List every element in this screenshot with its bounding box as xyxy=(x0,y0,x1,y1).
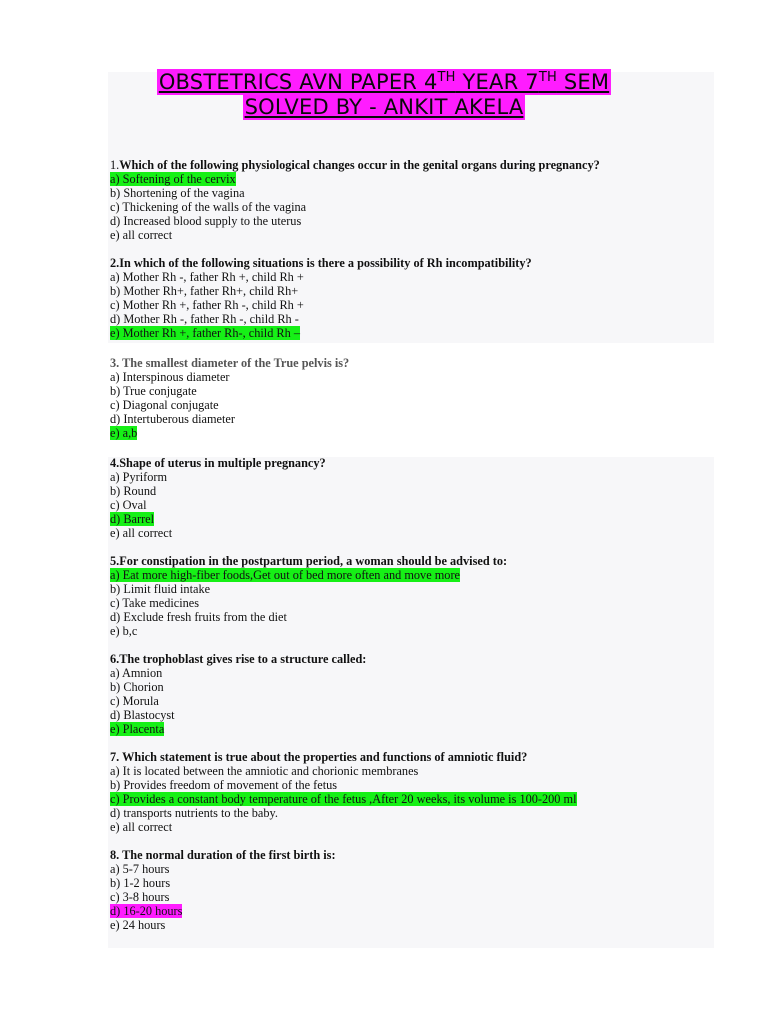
question-8 xyxy=(110,848,714,932)
option-2d: d) Mother Rh -, father Rh -, child Rh - xyxy=(110,312,299,326)
title-superscript-1: TH xyxy=(437,70,456,85)
option-2c: c) Mother Rh +, father Rh -, child Rh + xyxy=(110,298,304,312)
option-3d: d) Intertuberous diameter xyxy=(110,412,235,426)
option-5e: e) b,c xyxy=(110,624,138,638)
option-8b: b) 1-2 hours xyxy=(110,876,171,890)
option-8d xyxy=(110,904,714,918)
title-line-2 xyxy=(0,95,768,120)
title-part-b: YEAR 7 xyxy=(455,70,539,94)
title-part-a: OBSTETRICS AVN PAPER 4 xyxy=(158,70,438,94)
option-3a: a) Interspinous diameter xyxy=(110,370,230,384)
option-3b: b) True conjugate xyxy=(110,384,197,398)
question-6 xyxy=(110,652,714,736)
option-4e: e) all correct xyxy=(110,526,173,540)
option-2e xyxy=(110,326,714,340)
question-4 xyxy=(110,456,714,540)
option-5c: c) Take medicines xyxy=(110,596,200,610)
document-title xyxy=(0,70,768,120)
correct-answer-highlight: c) Provides a constant body temperature of the fetus ,After 20 weeks, its volume is 100-200 ml xyxy=(110,792,577,806)
question-3 xyxy=(110,356,714,440)
option-4a: a) Pyriform xyxy=(110,470,168,484)
question-7 xyxy=(110,750,714,834)
option-6d: d) Blastocyst xyxy=(110,708,175,722)
option-6c: c) Morula xyxy=(110,694,159,708)
question-5-text: 5.For constipation in the postpartum period, a woman should be advised to: xyxy=(110,554,508,568)
question-1-number: 1. xyxy=(110,158,120,172)
question-6-text: 6.The trophoblast gives rise to a structure called: xyxy=(110,652,367,666)
correct-answer-highlight: e) Placenta xyxy=(110,722,165,736)
question-1-text xyxy=(110,158,714,172)
option-7c xyxy=(110,792,714,806)
option-6e xyxy=(110,722,714,736)
question-4-text: 4.Shape of uterus in multiple pregnancy? xyxy=(110,456,326,470)
question-1-body: Which of the following physiological changes occur in the genital organs during pregnancy? xyxy=(119,158,600,172)
option-1c: c) Thickening of the walls of the vagina xyxy=(110,200,307,214)
option-3c: c) Diagonal conjugate xyxy=(110,398,219,412)
title-line-1 xyxy=(0,70,768,95)
question-5 xyxy=(110,554,714,638)
question-8-text: 8. The normal duration of the first birth is: xyxy=(110,848,336,862)
option-5a xyxy=(110,568,714,582)
option-2b: b) Mother Rh+, father Rh+, child Rh+ xyxy=(110,284,299,298)
option-7d: d) transports nutrients to the baby. xyxy=(110,806,278,820)
title-author: SOLVED BY - ANKIT AKELA xyxy=(244,95,524,119)
question-1 xyxy=(110,158,714,242)
option-8c: c) 3-8 hours xyxy=(110,890,170,904)
title-part-c: SEM xyxy=(556,70,610,94)
question-3-text: 3. The smallest diameter of the True pelvis is? xyxy=(110,356,350,370)
option-1e: e) all correct xyxy=(110,228,173,242)
option-6b: b) Chorion xyxy=(110,680,164,694)
question-7-text: 7. Which statement is true about the properties and functions of amniotic fluid? xyxy=(110,750,528,764)
title-superscript-2: TH xyxy=(538,70,557,85)
option-1a xyxy=(110,172,714,186)
question-2-text: 2.In which of the following situations is there a possibility of Rh incompatibility? xyxy=(110,256,532,270)
option-4c: c) Oval xyxy=(110,498,147,512)
correct-answer-highlight: a) Eat more high-fiber foods,Get out of bed more often and move more xyxy=(110,568,461,582)
option-4d xyxy=(110,512,714,526)
option-7a: a) It is located between the amniotic and chorionic membranes xyxy=(110,764,419,778)
option-7e: e) all correct xyxy=(110,820,173,834)
option-7b: b) Provides freedom of movement of the fetus xyxy=(110,778,338,792)
correct-answer-highlight: a) Softening of the cervix xyxy=(110,172,236,186)
option-6a: a) Amnion xyxy=(110,666,163,680)
option-1d: d) Increased blood supply to the uterus xyxy=(110,214,302,228)
question-2 xyxy=(110,256,714,340)
correct-answer-highlight: d) 16-20 hours xyxy=(110,904,183,918)
option-8e: e) 24 hours xyxy=(110,918,166,932)
correct-answer-highlight: e) Mother Rh +, father Rh-, child Rh – xyxy=(110,326,300,340)
option-8a: a) 5-7 hours xyxy=(110,862,170,876)
option-5b: b) Limit fluid intake xyxy=(110,582,211,596)
option-2a: a) Mother Rh -, father Rh +, child Rh + xyxy=(110,270,304,284)
option-5d: d) Exclude fresh fruits from the diet xyxy=(110,610,287,624)
correct-answer-highlight: d) Barrel xyxy=(110,512,155,526)
correct-answer-highlight: e) a,b xyxy=(110,426,138,440)
question-list xyxy=(110,158,714,946)
option-4b: b) Round xyxy=(110,484,157,498)
option-3e xyxy=(110,426,714,440)
option-1b: b) Shortening of the vagina xyxy=(110,186,245,200)
